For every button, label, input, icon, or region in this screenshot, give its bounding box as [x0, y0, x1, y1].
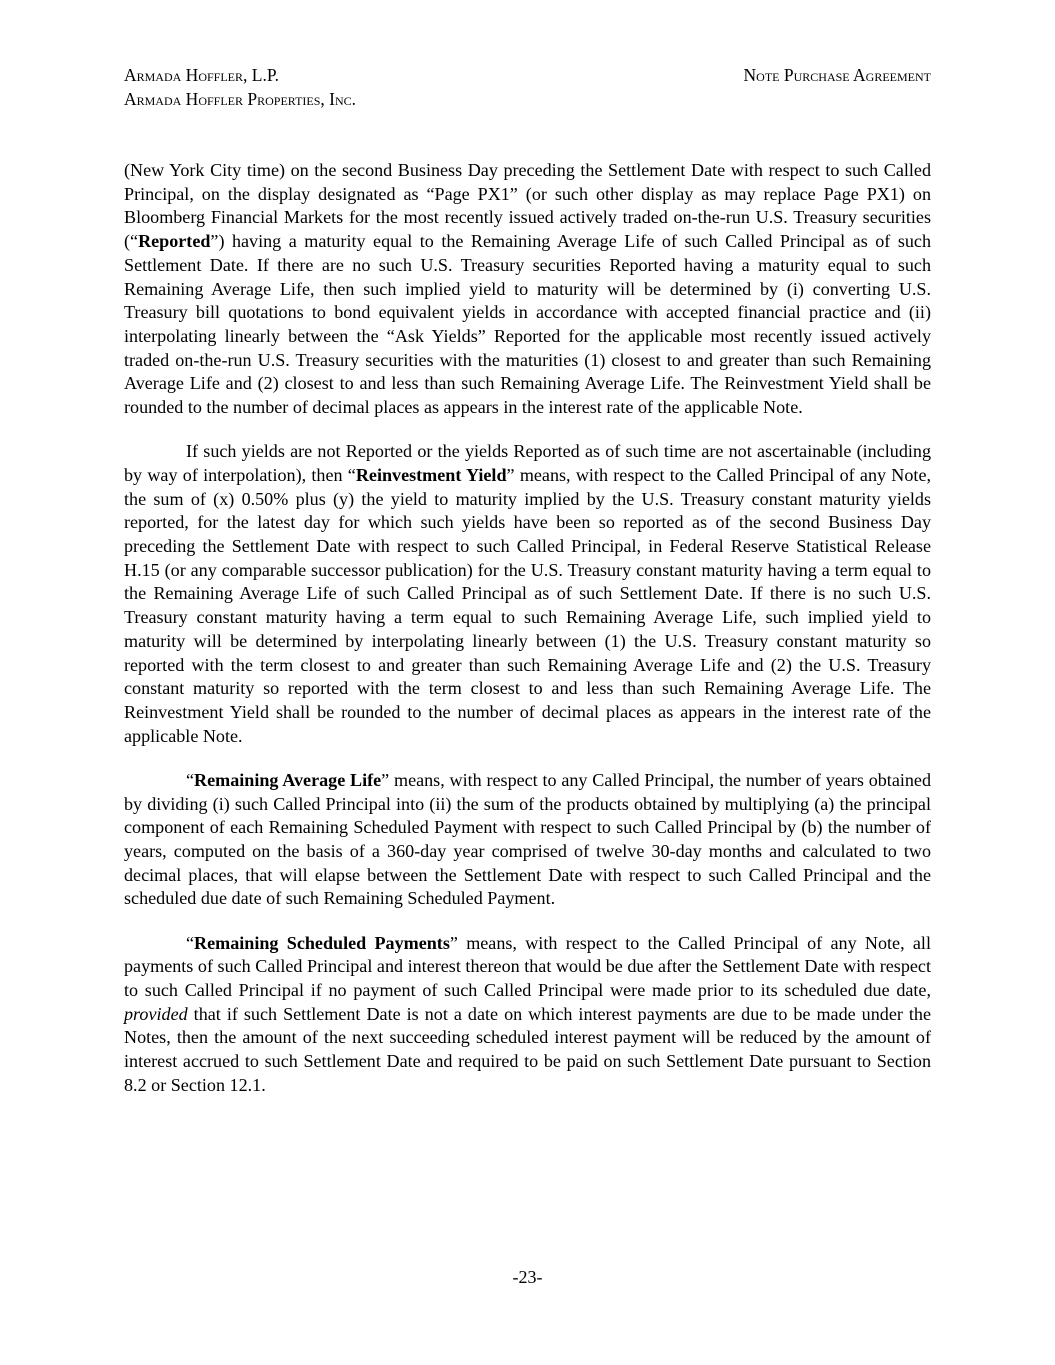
defined-term-remaining-scheduled-payments: Remaining Scheduled Payments [194, 932, 450, 953]
paragraph-remaining-average-life: “Remaining Average Life” means, with respect to any Called Principal, the number of years obtained by dividing (i) such Called Principal into (ii) the sum of the products obtained by multiplying (a) the principal component of each Remaining Scheduled Payment with respect to such Called Principal by (b) the number of years, computed on the basis of a 360-day year comprised of twelve 30-day months and calculated to two decimal places, that will elapse between the Settlement Date with respect to such Called Principal and the scheduled due date of such Remaining Scheduled Payment. [124, 769, 931, 909]
body-text [124, 159, 931, 1118]
paragraph-remaining-scheduled-payments: “Remaining Scheduled Payments” means, with respect to the Called Principal of any Note, all payments of such Called Principal and interest thereon that would be due after the Settlement Date with respect to such Called Principal if no payment of such Called Principal were made prior to its scheduled due date, provided that if such Settlement Date is not a date on which interest payments are due to be made under the Notes, then the amount of the next succeeding scheduled interest payment will be reduced by the amount of interest accrued to such Settlement Date and required to be paid on such Settlement Date pursuant to Section 8.2 or Section 12.1. [124, 932, 931, 1095]
emphasis-provided: provided [124, 1003, 188, 1024]
defined-term-reinvestment-yield: Reinvestment Yield [355, 464, 507, 485]
header-co-issuer: Armada Hoffler Properties, Inc. [124, 89, 357, 109]
header-issuer: Armada Hoffler, L.P. [124, 65, 279, 85]
header-document-title: Note Purchase Agreement [743, 65, 931, 85]
page-number: -23- [512, 1267, 543, 1287]
defined-term-remaining-average-life: Remaining Average Life [194, 769, 382, 790]
paragraph-reinvestment-yield: If such yields are not Reported or the yields Reported as of such time are not ascertainable (including by way of interpolation), then “Reinvestment Yield” means, with respect to the Called Principal of any Note, the sum of (x) 0.50% plus (y) the yield to maturity implied by the U.S. Treasury constant maturity yields reported, for the latest day for which such yields have been so reported as of the second Business Day preceding the Settlement Date with respect to such Called Principal, in Federal Reserve Statistical Release H.15 (or any comparable successor publication) for the U.S. Treasury constant maturity having a term equal to the Remaining Average Life of such Called Principal as of such Settlement Date. If there is no such U.S. Treasury constant maturity having a term equal to such Remaining Average Life, such implied yield to maturity will be determined by interpolating linearly between (1) the U.S. Treasury constant maturity so reported with the term closest to and greater than such Remaining Average Life and (2) the U.S. Treasury constant maturity so reported with the term closest to and less than such Remaining Average Life. The Reinvestment Yield shall be rounded to the number of decimal places as appears in the interest rate of the applicable Note. [124, 441, 931, 746]
paragraph-reported-definition: (New York City time) on the second Business Day preceding the Settlement Date with respect to such Called Principal, on the display designated as “Page PX1” (or such other display as may replace Page PX1) on Bloomberg Financial Markets for the most recently issued actively traded on-the-run U.S. Treasury securities (“Reported”) having a maturity equal to the Remaining Average Life of such Called Principal as of such Settlement Date. If there are no such U.S. Treasury securities Reported having a maturity equal to such Remaining Average Life, then such implied yield to maturity will be determined by (i) converting U.S. Treasury bill quotations to bond equivalent yields in accordance with accepted financial practice and (ii) interpolating linearly between the “Ask Yields” Reported for the applicable most recently issued actively traded on-the-run U.S. Treasury securities with the maturities (1) closest to and greater than such Remaining Average Life and (2) closest to and less than such Remaining Average Life. The Reinvestment Yield shall be rounded to the number of decimal places as appears in the interest rate of the applicable Note. [124, 160, 931, 418]
defined-term-reported: Reported [138, 231, 211, 252]
